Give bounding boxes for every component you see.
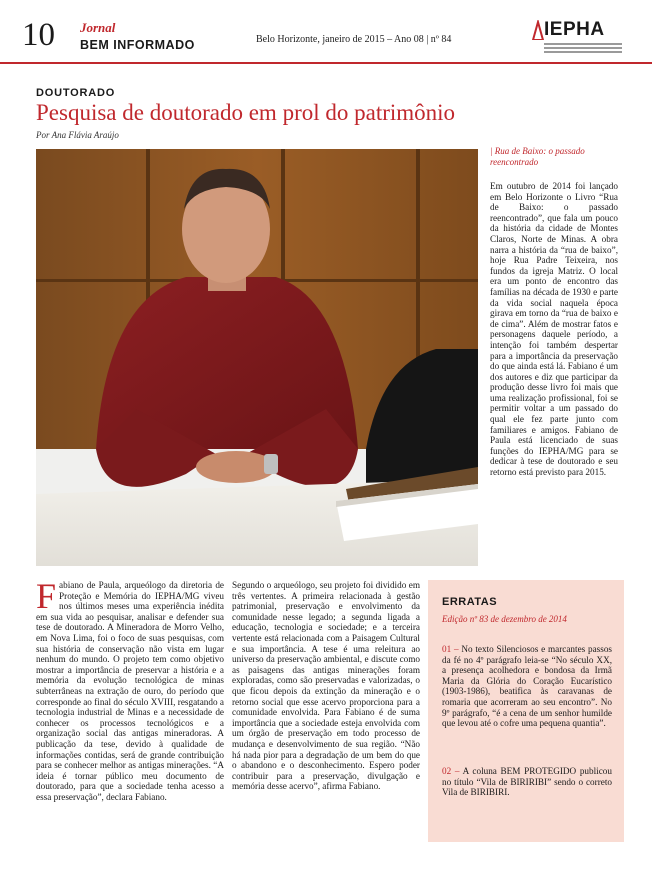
errata-item-text: No texto Silenciosos e marcantes passos da fé no 4º parágrafo leia-se “No século XX, a presença acolhedora e bondosa da Irmã Maria da Glória do Coração Eucarístico (1903-1986), beatifica às caravanas de romaria que acorreram ao seu encontro”. No 9º parágrafo, “é a cena de um senhor humilde que levou até o cofre uma pequena quantia”.	[442, 644, 613, 729]
article-photo	[36, 149, 478, 566]
logo-mark-icon	[532, 20, 544, 40]
errata-box	[428, 580, 624, 842]
sidebar-body: Em outubro de 2014 foi lançado em Belo Horizonte o Livro “Rua de Baixo: o passado reencontrado”, que fala um pouco da história da cidade de Montes Claros, Norte de Minas. A obra narra a história da “rua de baixo”, hoje Rua Padre Teixeira, nos fundos da igreja Matriz. O local era um ponto de encontro das famílias na década de 1930 e parte da vida social naquela época girava em torno da “rua de baixo e de cima”. Além de mostrar fatos e personagens daquele período, a intenção foi também despertar para a importância da preservação do que ainda está lá. Fabiano é um dos autores e diz que participar da produção desse livro foi mais que uma realização profissional, foi se permitir voltar a um passado do qual ele fez parte junto com familiares e amigos. Fabiano de Paula está licenciado de suas funções do IEPHA/MG para se dedicar à tese de doutorado e seu retorno está previsto para 2015.	[490, 181, 618, 478]
article-column-1	[36, 576, 224, 802]
column-1-text: abiano de Paula, arqueólogo da diretoria de Proteção e Memória do IEPHA/MG viveu nos últimos meses uma experiência inédita em sua vida ao pesquisar, analisar e defender sua tese de doutorado. A Mineradora de Morro Velho, em Nova Lima, foi o foco de suas pesquisas, com sua história de conservação não vista em lugar nenhum do mundo. O projeto tem como objetivo mostrar a importância de preservar a história e a memória da evolução tecnológica de minas subterrâneas na extração de ouro, do período que corresponde ao final do século XVIII, resgatando a tecnologia industrial de Minas e a necessidade de conhecer os processos tecnológicos e a organização social das antigas mineradoras. A publicação da tese, devido à qualidade de informações contidas, será de grande contribuição para se conhecer melhor as antigas minerações. “A ideia é tornar público meu documento de doutorado, para que a sociedade tenha acesso a essa preservação”, declara Fabiano.	[36, 580, 224, 802]
errata-item-number: 02 –	[442, 766, 460, 776]
article-byline: Por Ana Flávia Araújo	[36, 130, 119, 140]
section-label: DOUTORADO	[36, 87, 116, 99]
issue-info: Belo Horizonte, janeiro de 2015 – Ano 08 | nº 84	[256, 34, 452, 45]
photo-caption: | Rua de Baixo: o passado reencontrado	[490, 146, 585, 167]
iepha-logo	[532, 20, 622, 58]
article-column-2	[232, 580, 420, 792]
masthead-title: Jornal	[80, 20, 116, 35]
errata-item	[442, 766, 612, 798]
errata-subtitle: Edição nº 83 de dezembro de 2014	[442, 614, 567, 624]
errata-item-number: 01 –	[442, 644, 459, 654]
column-2-text: Segundo o arqueólogo, seu projeto foi dividido em três vertentes. A primeira relacionada à gestão patrimonial, preservação e envolvimento da comunidade nesse legado; a segunda ligada a educação, tecnologia e sociedade; e a terceira vertente está relacionada com a Paisagem Cultural e sua importância. A tese é uma releitura ao universo da preservação ambiental, e discute como as paisagens das antigas minerações foram exploradas, como são preservadas e valorizadas, o que ficou depois da extinção da mineração e o retorno social que esse acervo proporciona para a comunidade envolvida. Para Fabiano é de suma importância que a sociedade esteja envolvida com um órgão de preservação em todo processo de mudança e desenvolvimento de sua região. “Não há nada pior para a degradação de um bem do que o abandono e o desconhecimento. Espero poder contribuir para a preservação, divulgação e memória desse acervo”, afirma Fabiano.	[232, 580, 420, 792]
drop-cap: F	[36, 576, 57, 616]
article-headline: Pesquisa de doutorado em prol do patrimônio	[36, 100, 456, 125]
page-number: 10	[22, 17, 55, 53]
errata-item-text: A coluna BEM PROTEGIDO publicou no título “Vila de BIRIRIBI” sendo o correto Vila de BIRIBIRI.	[442, 766, 612, 798]
masthead-subtitle: BEM INFORMADO	[80, 38, 195, 52]
portrait-photo-illustration	[36, 149, 478, 566]
errata-item	[442, 644, 612, 729]
header-divider	[0, 62, 652, 64]
errata-title: ERRATAS	[442, 596, 498, 608]
logo-text: IEPHA	[544, 19, 605, 40]
logo-underlines	[544, 43, 622, 55]
